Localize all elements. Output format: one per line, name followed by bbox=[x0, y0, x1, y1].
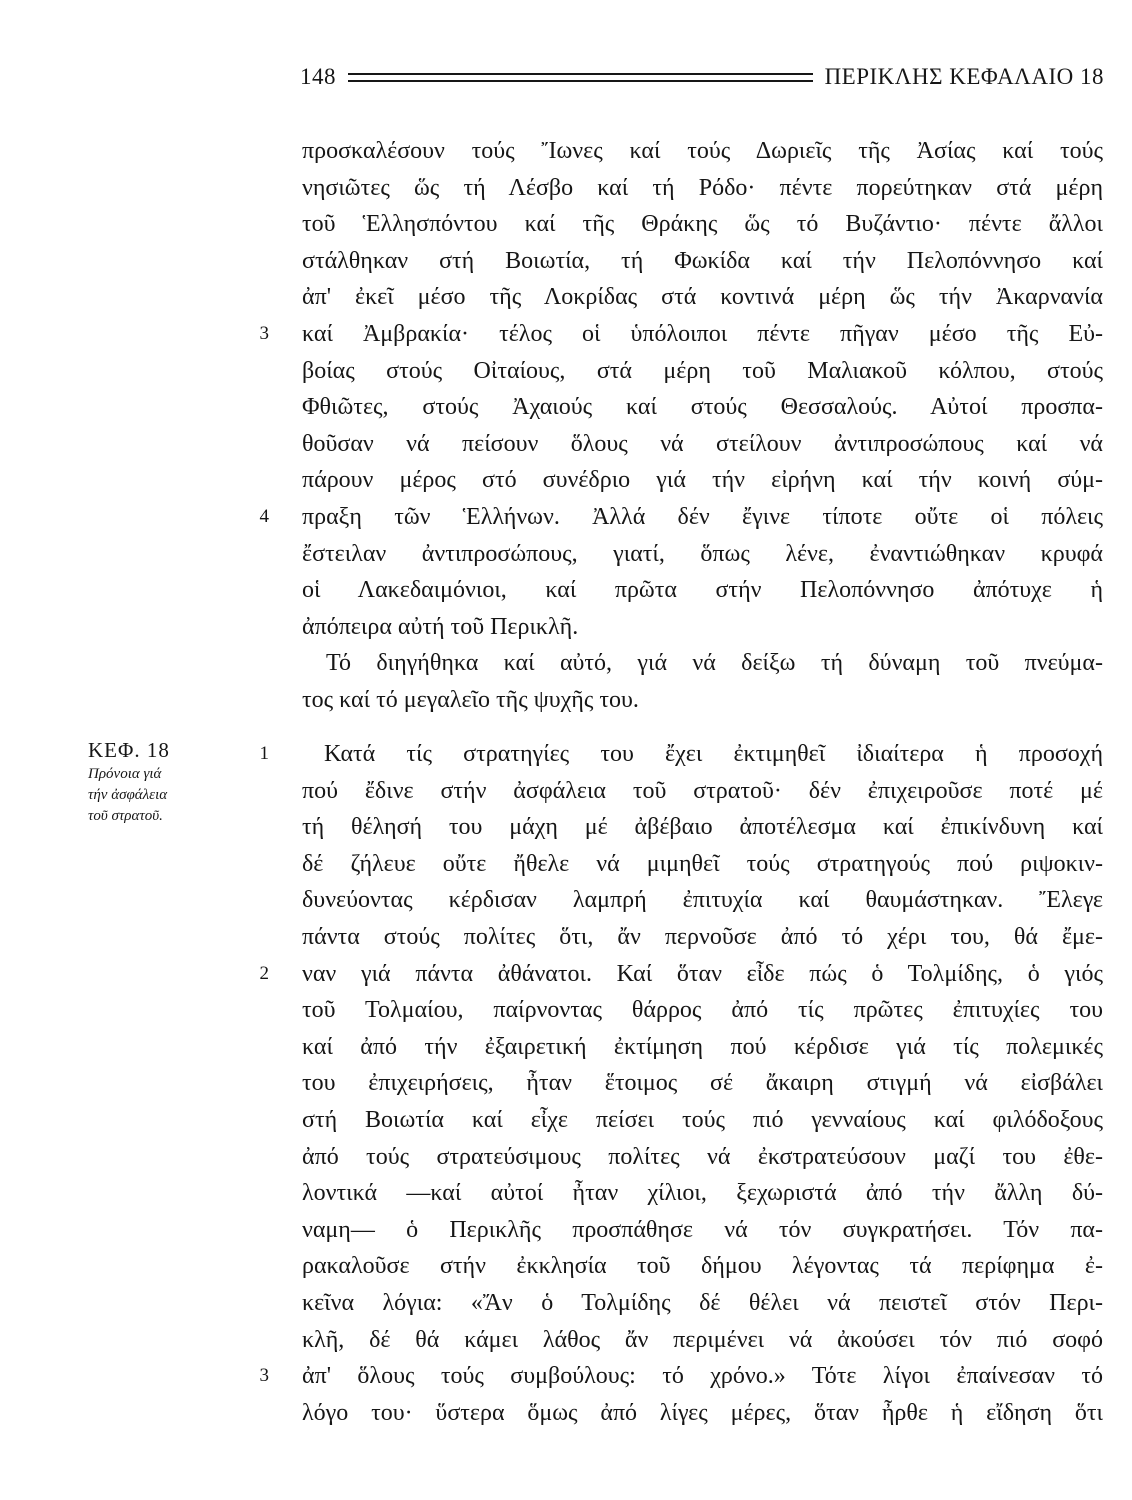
text-line: καί Ἀμβρακία· τέλος οἱ ὑπόλοιποι πέντε πῆγαν μέσο τῆς Εὐ- bbox=[302, 320, 1103, 347]
text-line: ἀπ' ἐκεῖ μέσο τῆς Λοκρίδας στά κοντινά μέρη ὥς τήν Ἀκαρνανία bbox=[302, 284, 1103, 311]
text-line: πάρουν μέρος στό συνέδριο γιά τήν εἰρήνη καί τήν κοινή σύμ- bbox=[302, 467, 1103, 494]
text-line: πραξη τῶν Ἑλλήνων. Ἀλλά δέν ἔγινε τίποτε οὔτε οἱ πόλεις bbox=[302, 503, 1103, 530]
text-line: ρακαλοῦσε στήν ἐκκλησία τοῦ δήμου λέγοντας τά περίφημα ἐ- bbox=[302, 1253, 1103, 1280]
side-note bbox=[88, 736, 238, 827]
header-double-rule bbox=[348, 73, 813, 82]
side-note-line: τοῦ στρατοῦ. bbox=[88, 808, 163, 824]
text-line: καί ἀπό τήν ἐξαιρετική ἐκτίμηση πού κέρδισε γιά τίς πολεμικές bbox=[302, 1033, 1103, 1060]
paragraph-number: 3 bbox=[259, 323, 269, 344]
text-line: στή Βοιωτία καί εἶχε πείσει τούς πιό γενναίους καί φιλόδοξους bbox=[302, 1106, 1103, 1133]
text-line: ἀπ' ὅλους τούς συμβούλους: τό χρόνο.» Τότε λίγοι ἐπαίνεσαν τό bbox=[302, 1363, 1103, 1390]
text-line: του ἐπιχειρήσεις, ἦταν ἕτοιμος σέ ἄκαιρη στιγμή νά εἰσβάλει bbox=[302, 1070, 1103, 1097]
text-line: Κατά τίς στρατηγίες του ἔχει ἐκτιμηθεῖ ἰδιαίτερα ἡ προσοχή bbox=[324, 741, 1103, 767]
paragraph-number: 3 bbox=[259, 1365, 269, 1386]
text-line: ναμη— ὁ Περικλῆς προσπάθησε νά τόν συγκρατήσει. Τόν πα- bbox=[302, 1216, 1103, 1243]
text-line: προσκαλέσουν τούς Ἴωνες καί τούς Δωριεῖς τῆς Ἀσίας καί τούς bbox=[302, 138, 1103, 164]
side-note-line: Πρόνοια γιά bbox=[88, 766, 162, 782]
text-line: δέ ζήλευε οὔτε ἤθελε νά μιμηθεῖ τούς στρατηγούς πού ριψοκιν- bbox=[302, 850, 1103, 877]
running-header bbox=[300, 62, 1104, 92]
text-block-top bbox=[302, 133, 1103, 719]
page-number: 148 bbox=[300, 64, 336, 89]
text-line: ἀπόπειρα αὐτή τοῦ Περικλῆ. bbox=[302, 613, 579, 640]
paragraph-number: 4 bbox=[259, 506, 269, 527]
text-line: τοῦ Ἑλλησπόντου καί τῆς Θράκης ὥς τό Βυζάντιο· πέντε ἄλλοι bbox=[302, 211, 1103, 238]
paragraph-number: 2 bbox=[259, 963, 269, 984]
text-line: θοῦσαν νά πείσουν ὅλους νά στείλουν ἀντιπροσώπους καί νά bbox=[302, 430, 1103, 457]
text-line: κλῆ, δέ θά κάμει λάθος ἄν περιμένει νά ἀκούσει τόν πιό σοφό bbox=[302, 1326, 1103, 1353]
text-line: νησιῶτες ὥς τή Λέσβο καί τή Ρόδο· πέντε πορεύτηκαν στά μέρη bbox=[302, 174, 1103, 201]
text-line: Φθιῶτες, στούς Ἀχαιούς καί στούς Θεσσαλούς. Αὐτοί προσπα- bbox=[302, 394, 1103, 421]
text-line: ἔστειλαν ἀντιπροσώπους, γιατί, ὅπως λένε, ἐναντιώθηκαν κρυφά bbox=[302, 540, 1103, 567]
text-line: ναν γιά πάντα ἀθάνατοι. Καί ὅταν εἶδε πώς ὁ Τολμίδης, ὁ γιός bbox=[302, 960, 1103, 987]
text-line: πού ἔδινε στήν ἀσφάλεια τοῦ στρατοῦ· δέν ἐπιχειροῦσε ποτέ μέ bbox=[302, 777, 1103, 804]
text-line: ἀπό τούς στρατεύσιμους πολίτες νά ἐκστρατεύσουν μαζί του ἐθε- bbox=[302, 1143, 1103, 1170]
text-line: τή θέλησή του μάχη μέ ἀβέβαιο ἀποτέλεσμα καί ἐπικίνδυνη καί bbox=[302, 814, 1103, 841]
running-title: ΠΕΡΙΚΛΗΣ ΚΕΦΑΛΑΙΟ 18 bbox=[824, 64, 1104, 89]
text-line: τοῦ Τολμαίου, παίρνοντας θάρρος ἀπό τίς πρῶτες ἐπιτυχίες του bbox=[302, 997, 1103, 1024]
text-line: οἱ Λακεδαιμόνιοι, καί πρῶτα στήν Πελοπόννησο ἀπότυχε ἡ bbox=[302, 577, 1103, 604]
text-line: βοίας στούς Οἰταίους, στά μέρη τοῦ Μαλιακοῦ κόλπου, στούς bbox=[302, 357, 1103, 384]
text-line: λοντικά —καί αὐτοί ἦταν χίλιοι, ξεχωριστά ἀπό τήν ἄλλη δύ- bbox=[302, 1180, 1103, 1207]
text-line: λόγο του· ὕστερα ὅμως ἀπό λίγες μέρες, ὅταν ἦρθε ἡ εἴδηση ὅτι bbox=[302, 1399, 1103, 1426]
side-note-line: τήν ἀσφάλεια bbox=[88, 787, 168, 803]
text-line: δυνεύοντας κέρδισαν λαμπρή ἐπιτυχία καί θαυμάστηκαν. Ἔλεγε bbox=[302, 887, 1103, 914]
side-note-heading: ΚΕΦ. 18 bbox=[88, 738, 170, 762]
text-line: Τό διηγήθηκα καί αὐτό, γιά νά δείξω τή δύναμη τοῦ πνεύμα- bbox=[326, 650, 1103, 677]
text-line: κεῖνα λόγια: «Ἄν ὁ Τολμίδης δέ θέλει νά πειστεῖ στόν Περι- bbox=[302, 1289, 1103, 1316]
paragraph-number: 1 bbox=[259, 743, 269, 764]
text-line: στάλθηκαν στή Βοιωτία, τή Φωκίδα καί τήν Πελοπόννησο καί bbox=[302, 247, 1103, 274]
text-line: πάντα στούς πολίτες ὅτι, ἄν περνοῦσε ἀπό τό χέρι του, θά ἔμε- bbox=[302, 923, 1103, 950]
text-line: τος καί τό μεγαλεῖο τῆς ψυχῆς του. bbox=[302, 686, 639, 713]
text-block-bottom bbox=[302, 736, 1103, 1431]
